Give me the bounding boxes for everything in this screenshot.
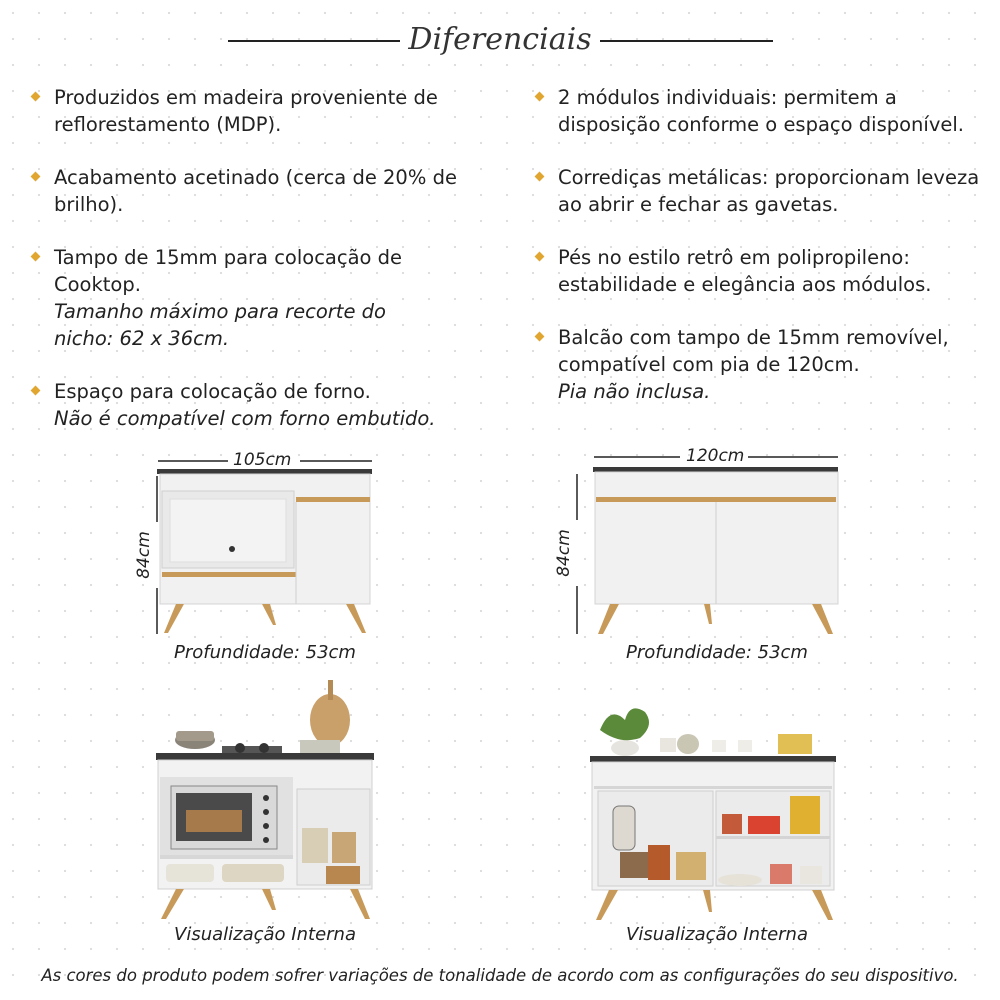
- dimension-width: 105cm: [233, 450, 292, 470]
- footer-disclaimer: As cores do produto podem sofrer variações de tonalidade de acordo com as configurações do seu dispositivo.: [41, 966, 959, 985]
- feature-note: Tamanho máximo para recorte do nicho: 62 x 36cm.: [54, 300, 386, 350]
- feature-text: Corrediças metálicas: proporcionam leveza ao abrir e fechar as gavetas.: [558, 166, 980, 216]
- feature-text: Pés no estilo retrô em polipropileno: estabilidade e elegância aos módulos.: [558, 246, 932, 296]
- feature-text: Espaço para colocação de forno.: [54, 380, 371, 403]
- feature-text: Balcão com tampo de 15mm removível, compatível com pia de 120cm.: [558, 326, 949, 376]
- depth-caption: Profundidade: 53cm: [626, 642, 808, 663]
- feature-note: Pia não inclusa.: [558, 380, 711, 403]
- interior-caption: Visualização Interna: [626, 924, 808, 945]
- feature-text: Acabamento acetinado (cerca de 20% de brilho).: [54, 166, 457, 216]
- feature-text: 2 módulos individuais: permitem a disposição conforme o espaço disponível.: [558, 86, 964, 136]
- page-title: Diferenciais: [400, 22, 599, 57]
- dimension-height: 84cm: [553, 529, 574, 577]
- dimension-height: 84cm: [133, 531, 154, 579]
- feature-text: Produzidos em madeira proveniente de reflorestamento (MDP).: [54, 86, 438, 136]
- feature-text: Tampo de 15mm para colocação de Cooktop.: [54, 246, 403, 296]
- dimension-width: 120cm: [686, 446, 745, 466]
- depth-caption: Profundidade: 53cm: [174, 642, 356, 663]
- interior-caption: Visualização Interna: [174, 924, 356, 945]
- feature-note: Não é compatível com forno embutido.: [54, 407, 436, 430]
